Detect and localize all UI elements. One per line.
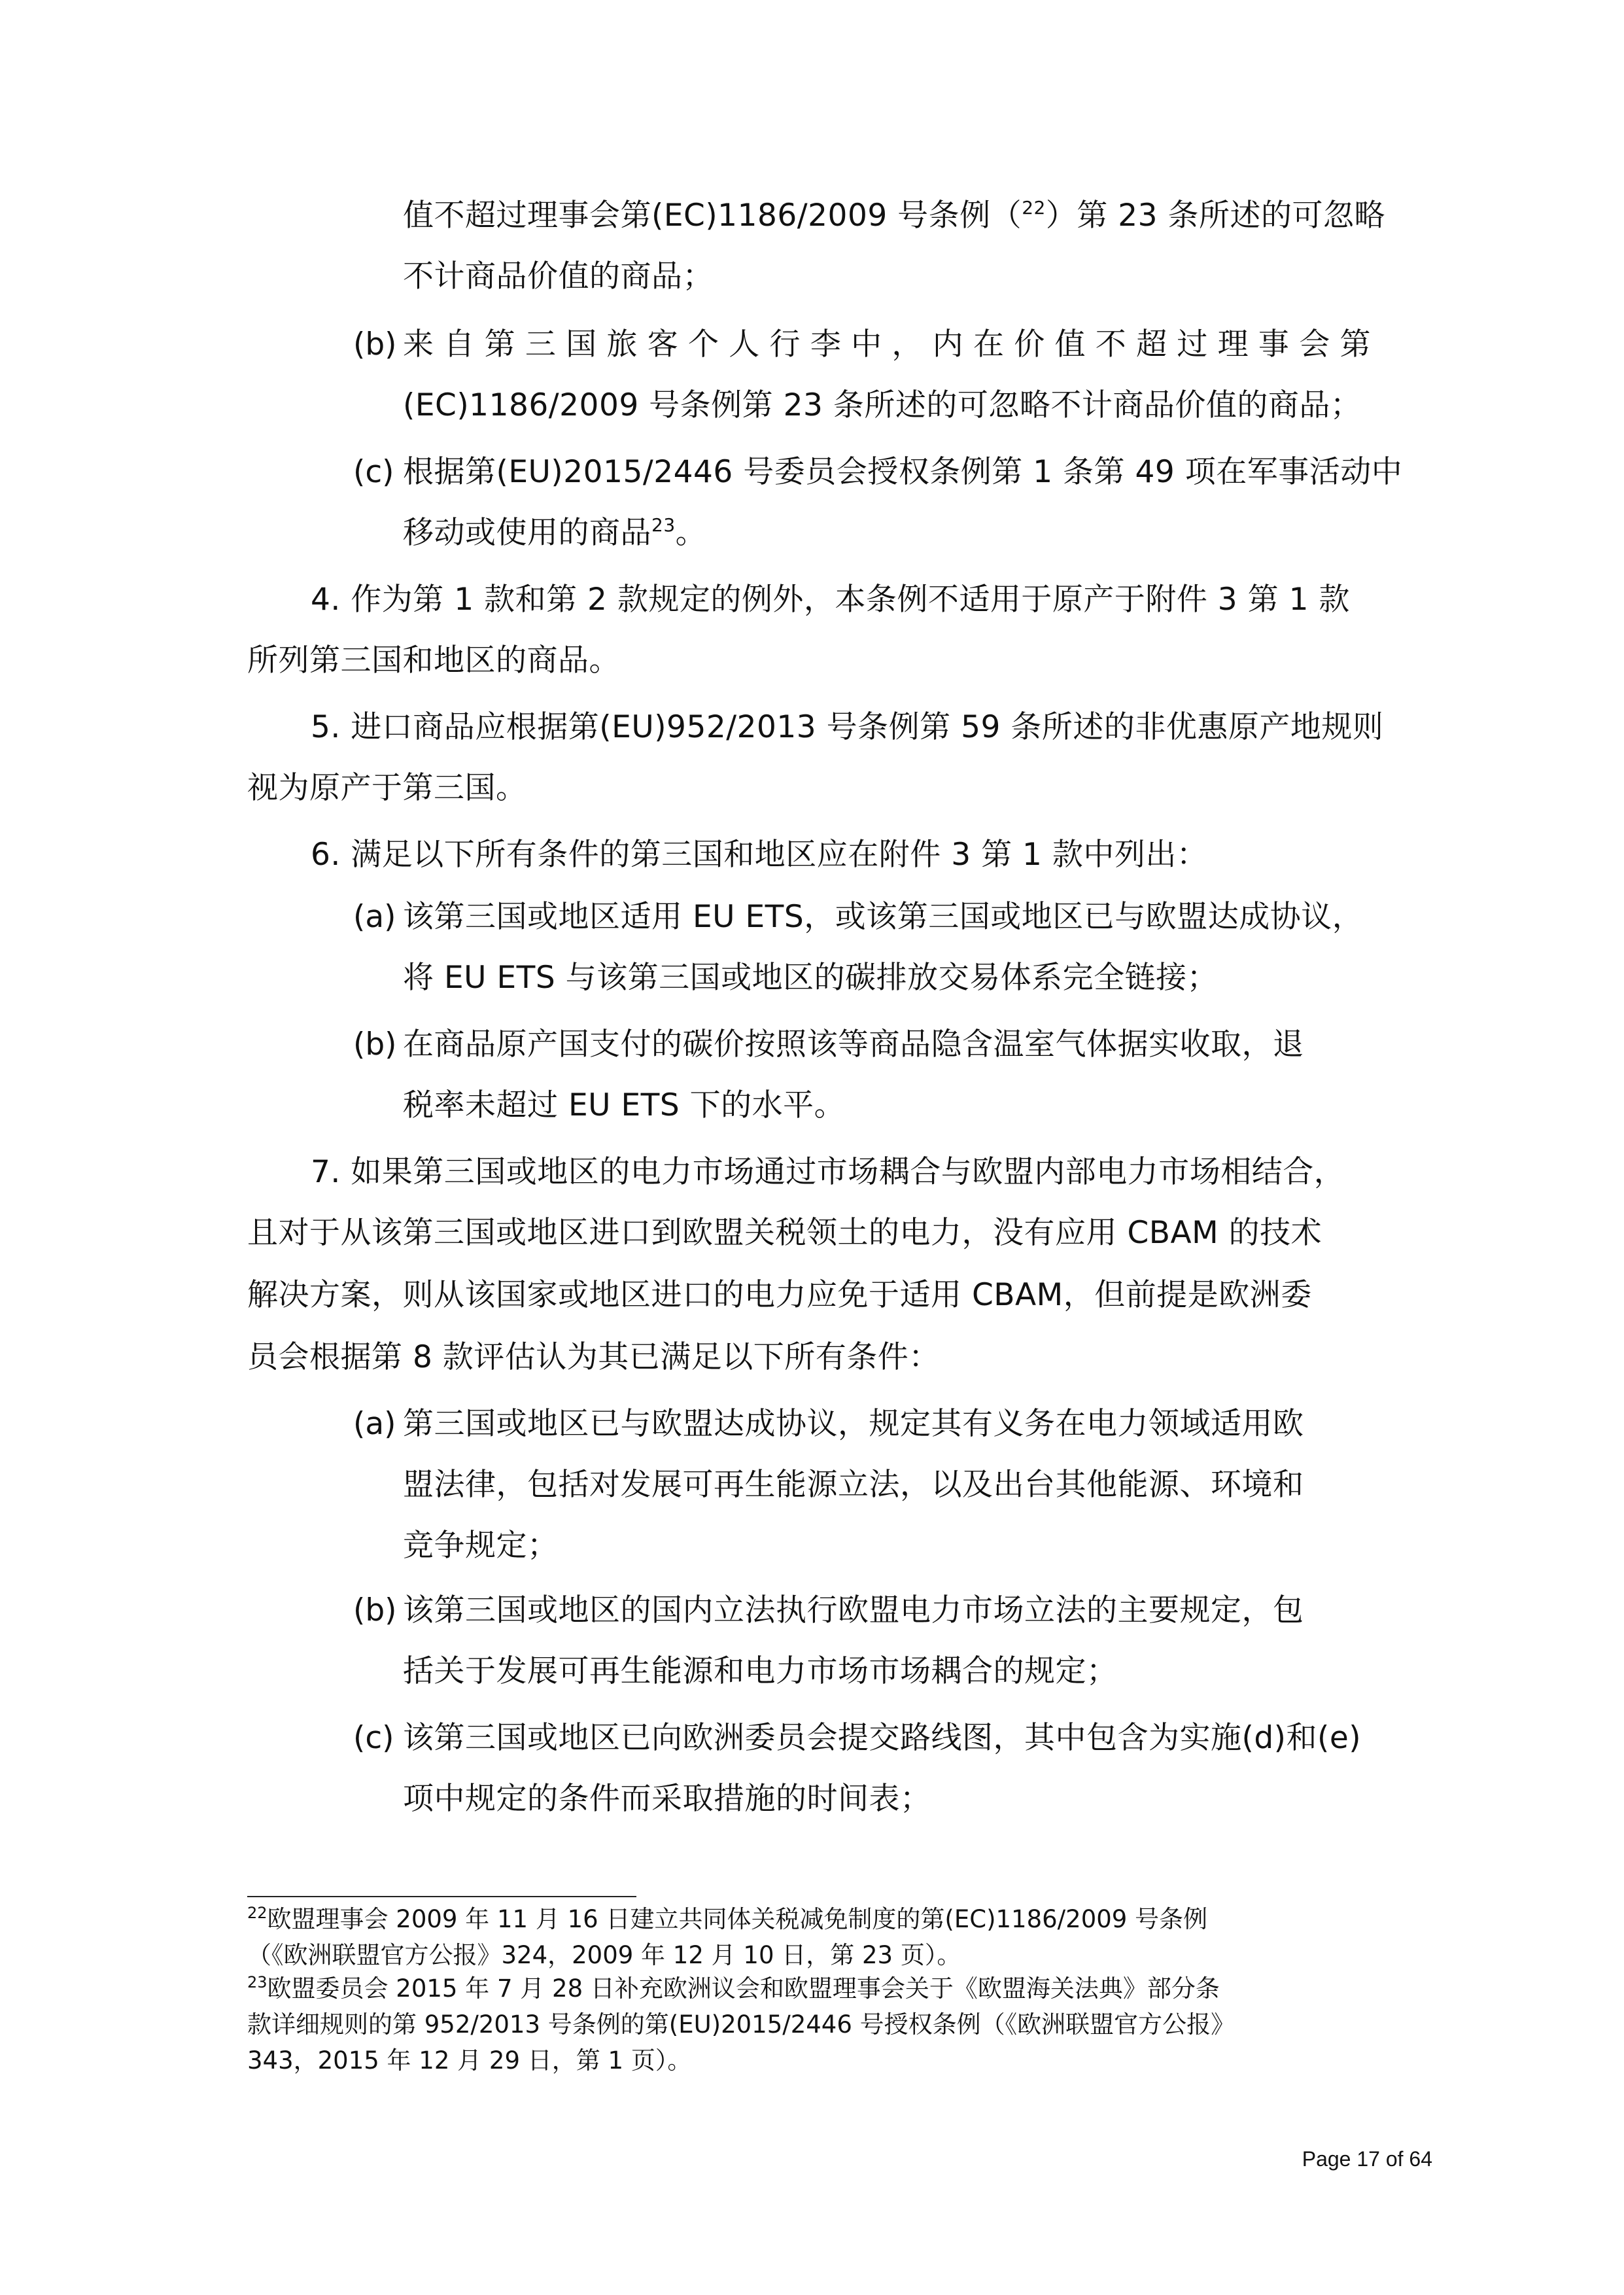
footnote-22 [247,1904,1207,1935]
paragraph-line [403,514,706,553]
text-run: 值不超过理事会第(EC)1186/2009 号条例（ [403,198,1022,234]
paragraph-line: 括关于发展可再生能源和电力市场市场耦合的规定； [403,1653,1118,1689]
paragraph-line: 5. 进口商品应根据第(EU)952/2013 号条例第 59 条所述的非优惠原产地规则 [311,709,1384,745]
paragraph-line: 员会根据第 8 款评估认为其已满足以下所有条件： [247,1339,940,1375]
paragraph-line: 第三国或地区已与欧盟达成协议，规定其有义务在电力领域适用欧 [403,1406,1304,1442]
list-marker: (b) [353,1026,397,1062]
paragraph-line: 根据第(EU)2015/2446 号委员会授权条例第 1 条第 49 项在军事活动中 [403,454,1403,490]
paragraph-line: 税率未超过 EU ETS 下的水平。 [403,1087,846,1123]
paragraph-line: 不计商品价值的商品； [403,258,714,294]
paragraph-line: 6. 满足以下所有条件的第三国和地区应在附件 3 第 1 款中列出： [311,837,1208,873]
paragraph-line: 所列第三国和地区的商品。 [247,642,620,678]
text-run: ）第 23 条所述的可忽略 [1045,198,1386,234]
footnote-number: 22 [247,1904,268,1922]
paragraph-line: 竞争规定； [403,1528,559,1564]
paragraph-line: 4. 作为第 1 款和第 2 款规定的例外，本条例不适用于原产于附件 3 第 1 款 [311,582,1350,618]
list-marker: (c) [353,1720,394,1756]
footnote-line: 款详细规则的第 952/2013 号条例的第(EU)2015/2446 号授权条例（《欧洲联盟官方公报》 [247,2010,1235,2039]
text-run: 。 [675,515,707,551]
paragraph-line: 将 EU ETS 与该第三国或地区的碳排放交易体系完全链接； [403,960,1218,996]
paragraph-line: 项中规定的条件而采取措施的时间表； [403,1781,931,1817]
paragraph-line: 该第三国或地区适用 EU ETS，或该第三国或地区已与欧盟达成协议， [403,899,1364,935]
list-marker: (b) [353,1592,397,1628]
footnote-text: 欧盟理事会 2009 年 11 月 16 日建立共同体关税减免制度的第(EC)1186/2009 号条例 [267,1905,1208,1933]
footnote-number: 23 [247,1973,268,1991]
footnote-line: （《欧洲联盟官方公报》324，2009 年 12 月 10 日，第 23 页）。 [247,1941,961,1969]
list-marker: (c) [353,454,394,490]
paragraph-line: 解决方案，则从该国家或地区进口的电力应免于适用 CBAM，但前提是欧洲委 [247,1277,1312,1313]
list-marker: (a) [353,899,396,935]
paragraph-line: 在商品原产国支付的碳价按照该等商品隐含温室气体据实收取，退 [403,1026,1304,1062]
footnote-23 [247,1973,1220,2005]
footnote-text: 欧盟委员会 2015 年 7 月 28 日补充欧洲议会和欧盟理事会关于《欧盟海关法典》部分条 [267,1974,1220,2003]
paragraph-line: 该第三国或地区的国内立法执行欧盟电力市场立法的主要规定，包 [403,1592,1304,1628]
paragraph-line: 视为原产于第三国。 [247,770,527,806]
footnote-separator [247,1896,636,1897]
paragraph-line: 7. 如果第三国或地区的电力市场通过市场耦合与欧盟内部电力市场相结合， [311,1154,1345,1190]
paragraph-line: 来自第三国旅客个人行李中，内在价值不超过理事会第 [403,326,1371,362]
paragraph-line [403,196,1385,236]
paragraph-line: 该第三国或地区已向欧洲委员会提交路线图，其中包含为实施(d)和(e) [403,1720,1362,1756]
paragraph-line: (EC)1186/2009 号条例第 23 条所述的可忽略不计商品价值的商品； [403,387,1362,423]
list-marker: (a) [353,1406,396,1442]
paragraph-line: 且对于从该第三国或地区进口到欧盟关税领土的电力，没有应用 CBAM 的技术 [247,1215,1322,1251]
list-marker: (b) [353,326,397,362]
page-number: Page 17 of 64 [1302,2147,1432,2171]
text-run: 移动或使用的商品 [403,515,651,551]
footnote-ref[interactable]: 23 [651,514,676,536]
footnote-line: 343，2015 年 12 月 29 日，第 1 页）。 [247,2046,692,2075]
paragraph-line: 盟法律，包括对发展可再生能源立法，以及出台其他能源、环境和 [403,1467,1304,1503]
footnote-ref[interactable]: 22 [1022,197,1046,219]
